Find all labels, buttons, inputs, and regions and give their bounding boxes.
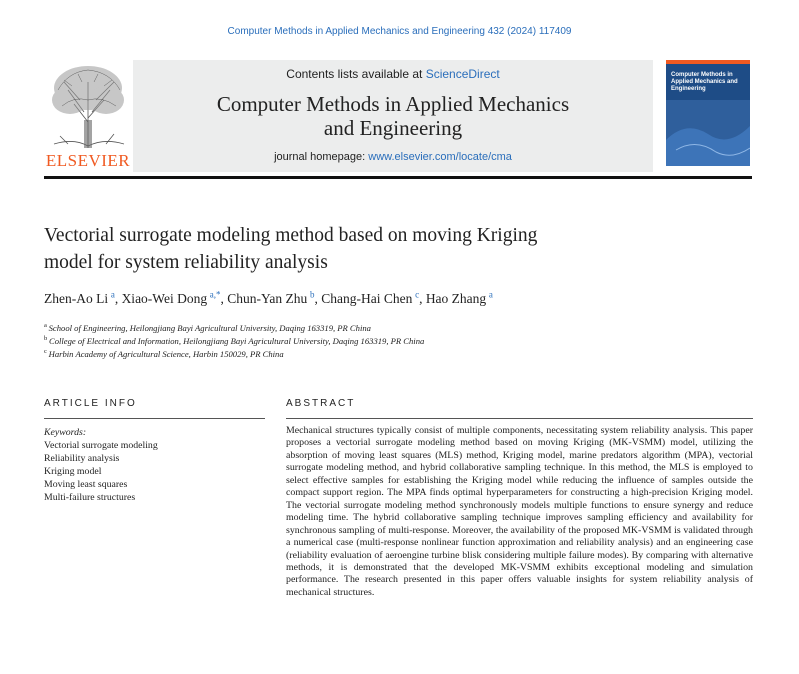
author-1-affil[interactable]: a <box>110 289 115 299</box>
abstract-text: Mechanical structures typically consist of multiple components, necessitating system reliability analysis. This paper proposes a vectorial surrogate modeling method based on moving Kriging (MK-VSMM) model, utilizing the absorption of moving least squares (MLS) method, Kriging model, marine predators algorithm (MPA), vectorial surrogate modeling method, and hybrid collaborative sampling technique. In this method, the MLS is employed to select effective samples for establishing the Kriging model while reducing the influence of samples outside the compact support region. The MPA finds optimal hyperparameters for constructing a high-precision Kriging model. The vectorial surrogate modeling method synchronously models multiple functions to ensure synergy and reduce modeling time. The hybrid collaborative sampling technique improves sampling efficiency and availability for synchronous sampling of multi-response. Moreover, the availability of the proposed MK-VSMM is validated through a numerical case (multi-response nonlinear function approximation and reliability analysis) and an engineering case (reliability evaluation of aeroengine turbine blisk considering multiple failure modes). By comparing with alternative methods, it is demonstrated that the developed MK-VSMM exhibits exceptional modeling and simulation performance. The research presented in this paper offers valuable insights for system reliability analysis of mechanical structures. <box>286 425 753 598</box>
journal-title-line2: and Engineering <box>323 116 463 140</box>
abstract-rule <box>286 418 753 419</box>
article-title-line1: Vectorial surrogate modeling method based on moving Kriging <box>44 225 538 246</box>
journal-citation[interactable]: Computer Methods in Applied Mechanics and Engineering 432 (2024) 117409 <box>227 26 572 37</box>
homepage-label: journal homepage: <box>274 151 369 163</box>
keyword-item: Moving least squares <box>44 479 128 490</box>
cover-top-strip <box>666 60 750 64</box>
article-title <box>44 222 684 276</box>
journal-homepage-link[interactable]: www.elsevier.com/locate/cma <box>368 151 512 163</box>
header-divider <box>44 176 752 179</box>
elsevier-logo[interactable] <box>44 60 132 172</box>
journal-title-line1: Computer Methods in Applied Mechanics <box>216 92 570 116</box>
elsevier-wordmark: ELSEVIER <box>45 151 131 170</box>
keyword-item: Vectorial surrogate modeling <box>44 440 158 451</box>
article-info-rule <box>44 418 265 419</box>
author-4[interactable]: Chang-Hai Chen $^c$, <box>321 289 426 306</box>
article-info-heading: ARTICLE INFO <box>44 398 137 409</box>
abstract-heading: ABSTRACT <box>286 398 356 409</box>
elsevier-tree-icon <box>44 60 132 172</box>
author-4-affil[interactable]: c <box>415 289 420 299</box>
journal-cover-thumbnail[interactable] <box>666 60 750 166</box>
author-3-affil[interactable]: b <box>310 289 315 299</box>
author-5[interactable]: Hao Zhang $^a$ <box>425 289 493 306</box>
author-1[interactable]: Zhen-Ao Li $^a$, <box>44 289 122 306</box>
sciencedirect-link[interactable]: ScienceDirect <box>425 67 500 81</box>
author-3[interactable]: Chun-Yan Zhu $^b$, <box>227 289 322 306</box>
affiliation-a: $^a$ School of Engineering, Heilongjiang Bayi Agricultural University, Daqing 163319, PR China <box>44 322 371 333</box>
author-5-affil[interactable]: a <box>488 289 493 299</box>
affiliation-c: $^c$ Harbin Academy of Agricultural Science, Harbin 150029, PR China <box>44 348 284 359</box>
author-2[interactable]: Xiao-Wei Dong $^{a,*}$, <box>121 289 228 306</box>
affiliation-b: $^b$ College of Electrical and Information, Heilongjiang Bayi Agricultural University, Daqing 163319, PR China <box>44 335 425 346</box>
cover-artwork-icon <box>666 100 750 166</box>
keyword-item: Reliability analysis <box>44 453 120 464</box>
author-list <box>44 289 744 307</box>
journal-homepage-line <box>133 151 653 163</box>
journal-title[interactable] <box>133 92 653 140</box>
author-2-affil[interactable]: a,* <box>209 289 221 299</box>
contents-available-text: Contents lists available at <box>286 67 426 81</box>
contents-available-line <box>133 67 653 81</box>
keyword-item: Multi-failure structures <box>44 492 136 503</box>
article-title-line2: model for system reliability analysis <box>44 252 328 273</box>
keyword-item: Kriging model <box>44 466 102 477</box>
keywords-label: Keywords: <box>44 427 87 438</box>
cover-title: Computer Methods in Applied Mechanics and Engineering <box>671 72 738 92</box>
